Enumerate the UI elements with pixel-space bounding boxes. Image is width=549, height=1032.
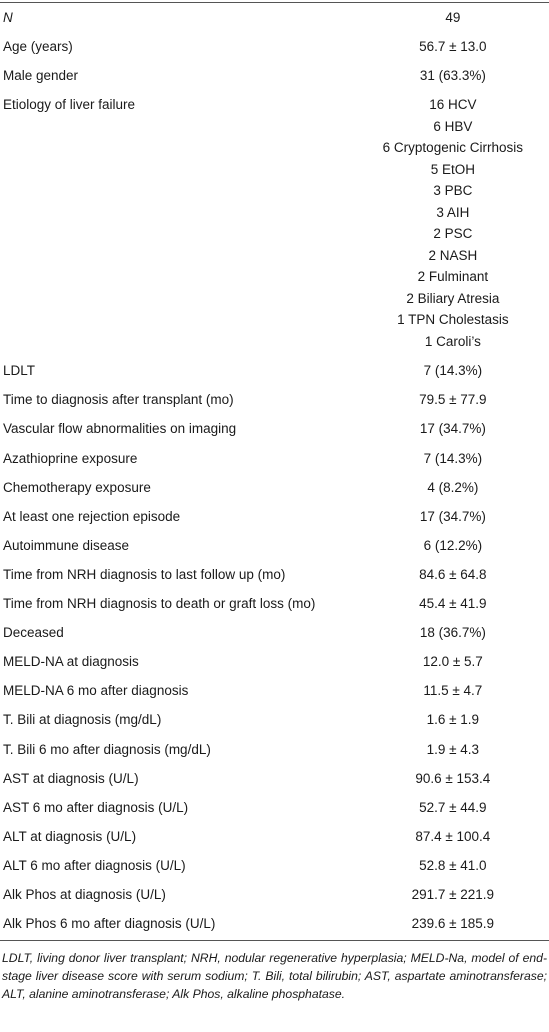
etiology-item: 2 Biliary Atresia	[406, 290, 500, 306]
table-row-etiology	[0, 90, 549, 356]
table-row	[0, 473, 549, 502]
row-value: 7 (14.3%)	[423, 450, 483, 466]
row-label: ALT 6 mo after diagnosis (U/L)	[3, 857, 186, 873]
row-value: 87.4 ± 100.4	[415, 828, 491, 844]
row-label: AST 6 mo after diagnosis (U/L)	[3, 799, 189, 815]
table-row	[0, 880, 549, 909]
row-value: 11.5 ± 4.7	[423, 683, 483, 699]
patient-characteristics-table	[0, 3, 549, 938]
row-label: Autoimmune disease	[3, 537, 130, 553]
row-label: LDLT	[3, 363, 36, 379]
row-label: T. Bili 6 mo after diagnosis (mg/dL)	[3, 741, 211, 757]
row-label: AST at diagnosis (U/L)	[3, 770, 139, 786]
etiology-item: 1 TPN Cholestasis	[397, 312, 509, 328]
row-label: Deceased	[3, 625, 64, 641]
table-row	[0, 385, 549, 414]
table-row	[0, 502, 549, 531]
etiology-item: 2 PSC	[433, 226, 473, 242]
etiology-item: 2 Fulminant	[417, 269, 489, 285]
row-value: 31 (63.3%)	[419, 68, 486, 84]
row-label	[0, 3, 357, 32]
row-label: Time to diagnosis after transplant (mo)	[3, 392, 234, 408]
row-value: 1.9 ± 4.3	[426, 741, 480, 757]
row-label: Age (years)	[3, 39, 73, 55]
table-row	[0, 764, 549, 793]
row-value: 239.6 ± 185.9	[411, 916, 495, 932]
table-row	[0, 851, 549, 880]
row-label-italic: N	[3, 10, 13, 25]
table-row	[0, 414, 549, 443]
etiology-values	[357, 90, 549, 356]
row-label: Male gender	[3, 68, 79, 84]
row-label: Vascular flow abnormalities on imaging	[3, 421, 237, 437]
row-value: 17 (34.7%)	[419, 421, 486, 437]
etiology-list	[357, 94, 549, 356]
table-footnote: LDLT, living donor liver transplant; NRH, nodular regenerative hyperplasia; MELD-Na, model of end-stage liver disease score with serum sodium; T. Bili, total bilirubin; AST, aspartate aminotransferase; ALT, alanine aminotransferase; Alk Phos, alkaline phosphatase.	[2, 951, 547, 1002]
row-label: T. Bili at diagnosis (mg/dL)	[3, 712, 162, 728]
etiology-item: 1 Caroli’s	[424, 333, 481, 349]
row-value: 45.4 ± 41.9	[419, 596, 487, 612]
table-row	[0, 676, 549, 705]
etiology-item: 16 HCV	[429, 97, 477, 113]
row-value: 52.8 ± 41.0	[419, 857, 487, 873]
row-label: Etiology of liver failure	[3, 97, 136, 113]
row-value: 4 (8.2%)	[427, 479, 479, 495]
table-row	[0, 589, 549, 618]
row-label: At least one rejection episode	[3, 508, 181, 524]
etiology-item: 3 PBC	[433, 183, 473, 199]
row-value: 49	[445, 10, 461, 25]
table-row	[0, 356, 549, 385]
row-value: 7 (14.3%)	[423, 363, 483, 379]
table-row	[0, 705, 549, 734]
row-value: 18 (36.7%)	[419, 625, 486, 641]
etiology-item: 6 Cryptogenic Cirrhosis	[382, 140, 523, 156]
row-value: 84.6 ± 64.8	[419, 566, 487, 582]
row-label: MELD-NA 6 mo after diagnosis	[3, 683, 189, 699]
row-label: Alk Phos at diagnosis (U/L)	[3, 886, 166, 902]
row-value: 52.7 ± 44.9	[419, 799, 487, 815]
row-value: 79.5 ± 77.9	[419, 392, 487, 408]
etiology-item: 2 NASH	[428, 247, 478, 263]
row-label: Time from NRH diagnosis to death or graft loss (mo)	[3, 596, 316, 612]
table-row	[0, 822, 549, 851]
row-label: Chemotherapy exposure	[3, 479, 151, 495]
row-label: Alk Phos 6 mo after diagnosis (U/L)	[3, 916, 216, 932]
row-label: Time from NRH diagnosis to last follow up (mo)	[3, 566, 286, 582]
table-row	[0, 560, 549, 589]
row-label: Azathioprine exposure	[3, 450, 138, 466]
table-row	[0, 735, 549, 764]
etiology-item: 3 AIH	[436, 204, 470, 220]
table-row	[0, 647, 549, 676]
table-row	[0, 618, 549, 647]
table-bottom-rule	[0, 940, 549, 941]
etiology-item: 5 EtOH	[430, 161, 475, 177]
row-value: 291.7 ± 221.9	[411, 886, 495, 902]
table-row	[0, 61, 549, 90]
row-label: ALT at diagnosis (U/L)	[3, 828, 137, 844]
row-value: 17 (34.7%)	[419, 508, 486, 524]
table-row	[0, 909, 549, 938]
row-value: 90.6 ± 153.4	[415, 770, 491, 786]
table-row	[0, 531, 549, 560]
row-value: 6 (12.2%)	[423, 537, 483, 553]
row-value: 1.6 ± 1.9	[426, 712, 480, 728]
row-value: 12.0 ± 5.7	[422, 654, 483, 670]
table-row	[0, 444, 549, 473]
table-row	[0, 32, 549, 61]
table-body	[0, 3, 549, 938]
row-value: 56.7 ± 13.0	[419, 39, 487, 55]
table-row	[0, 793, 549, 822]
row-label: MELD-NA at diagnosis	[3, 654, 139, 670]
table-row	[0, 3, 549, 32]
etiology-item: 6 HBV	[433, 118, 473, 134]
